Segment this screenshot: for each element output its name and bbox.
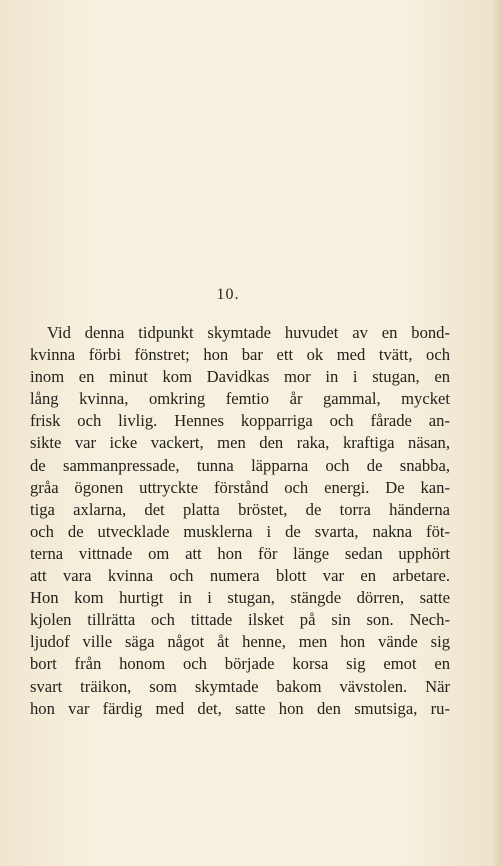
text-line: frisk och livlig. Hennes kopparriga och fårade an- [30,411,450,431]
text-line: terna vittnade om att hon för länge sedan upphört [30,543,450,563]
text-line: svart träikon, som skymtade bakom vävstolen. När [30,676,450,696]
text-line: Vid denna tidpunkt skymtade huvudet av en bond- [47,323,450,342]
text-line: tiga axlarna, det platta bröstet, de torra händerna [30,499,450,519]
chapter-number: 10. [216,286,240,303]
text-line: ljudof ville säga något åt henne, men hon vände sig [30,632,450,652]
text-line: kjolen tillrätta och tittade ilsket på sin son. Nech- [30,610,450,630]
text-line: bort från honom och började korsa sig emot en [30,654,450,674]
text-line: sikte var icke vackert, men den raka, kraftiga näsan, [30,433,450,453]
text-line: inom en minut kom Davidkas mor in i stugan, en [30,367,450,387]
text-line: gråa ögonen uttryckte förstånd och energi. De kan- [30,477,450,497]
chapter-paragraph [30,322,450,720]
text-line: hon var färdig med det, satte hon den smutsiga, ru- [30,698,450,718]
text-line: och de utvecklade musklerna i de svarta, nakna föt- [30,521,450,541]
text-line: lång kvinna, omkring femtio år gammal, mycket [30,389,450,409]
page-edge-shadow [492,0,502,866]
text-line: Hon kom hurtigt in i stugan, stängde dörren, satte [30,588,450,608]
text-line: de sammanpressade, tunna läpparna och de snabba, [30,455,450,475]
text-line: kvinna förbi fönstret; hon bar ett ok med tvätt, och [30,345,450,365]
text-line: att vara kvinna och numera blott var en arbetare. [30,566,450,586]
